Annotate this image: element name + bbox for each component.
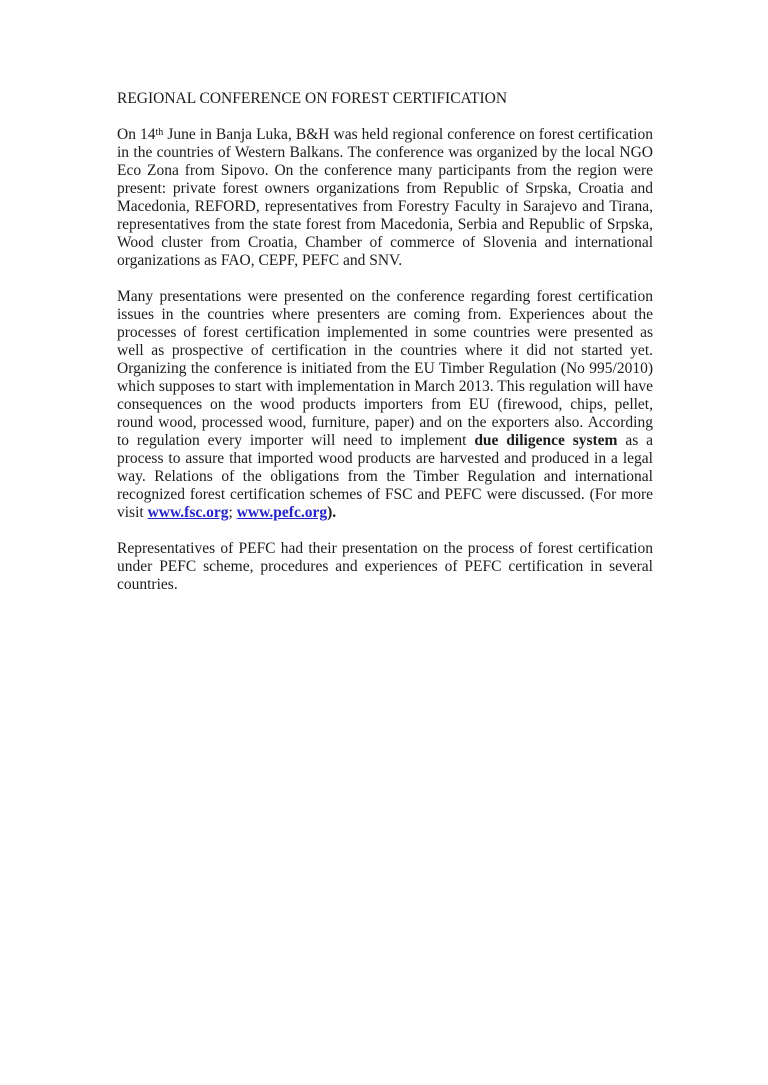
document-content [117, 90, 653, 594]
pefc-org-link[interactable]: www.pefc.org [236, 504, 328, 521]
paragraph-2 [117, 288, 653, 522]
paragraph-1 [117, 126, 653, 270]
document-title: REGIONAL CONFERENCE ON FOREST CERTIFICATION [117, 90, 508, 107]
ordinal-superscript: th [155, 126, 164, 138]
due-diligence-bold-phrase: due diligence system [474, 432, 618, 449]
paragraph-1-text-start: On 14 [117, 126, 156, 143]
paragraph-2-closing: ). [327, 504, 337, 521]
link-separator: ; [228, 504, 237, 521]
paragraph-2-text-1: Many presentations were presented on the conference regarding forest certification issues in the countries where presenters are coming from. Experiences about the processes of forest certification implemented in some countries were presented as well as prospective of certification in the countries where it did not started yet. Organizing the conference is initiated from the EU Timber Regulation (No 995/2010) which supposes to start with implementation in March 2013. This regulation will have consequences on the wood products importers from EU (firewood, chips, pellet, round wood, processed wood, furniture, paper) and on the exporters also. According to regulation every importer will need to implement [117, 288, 653, 449]
paragraph-1-text-rest: June in Banja Luka, B&H was held regional conference on forest certification in the countries of Western Balkans. The conference was organized by the local NGO Eco Zona from Sipovo. On the conference many participants from the region were present: private forest owners organizations from Republic of Srpska, Croatia and Macedonia, REFORD, representatives from Forestry Faculty in Sarajevo and Tirana, representatives from the state forest from Macedonia, Serbia and Republic of Srpska, Wood cluster from Croatia, Chamber of commerce of Slovenia and international organizations as FAO, CEPF, PEFC and SNV. [117, 126, 653, 269]
fsc-org-link[interactable]: www.fsc.org [147, 504, 229, 521]
paragraph-2-text-2: as a process to assure that imported wood products are harvested and produced in a legal way. Relations of the obligations from the Timber Regulation and international recognized forest certification schemes of FSC and PEFC were discussed. (For more visit [117, 432, 653, 521]
paragraph-3: Representatives of PEFC had their presentation on the process of forest certification under PEFC scheme, procedures and experiences of PEFC certification in several countries. [117, 540, 653, 593]
